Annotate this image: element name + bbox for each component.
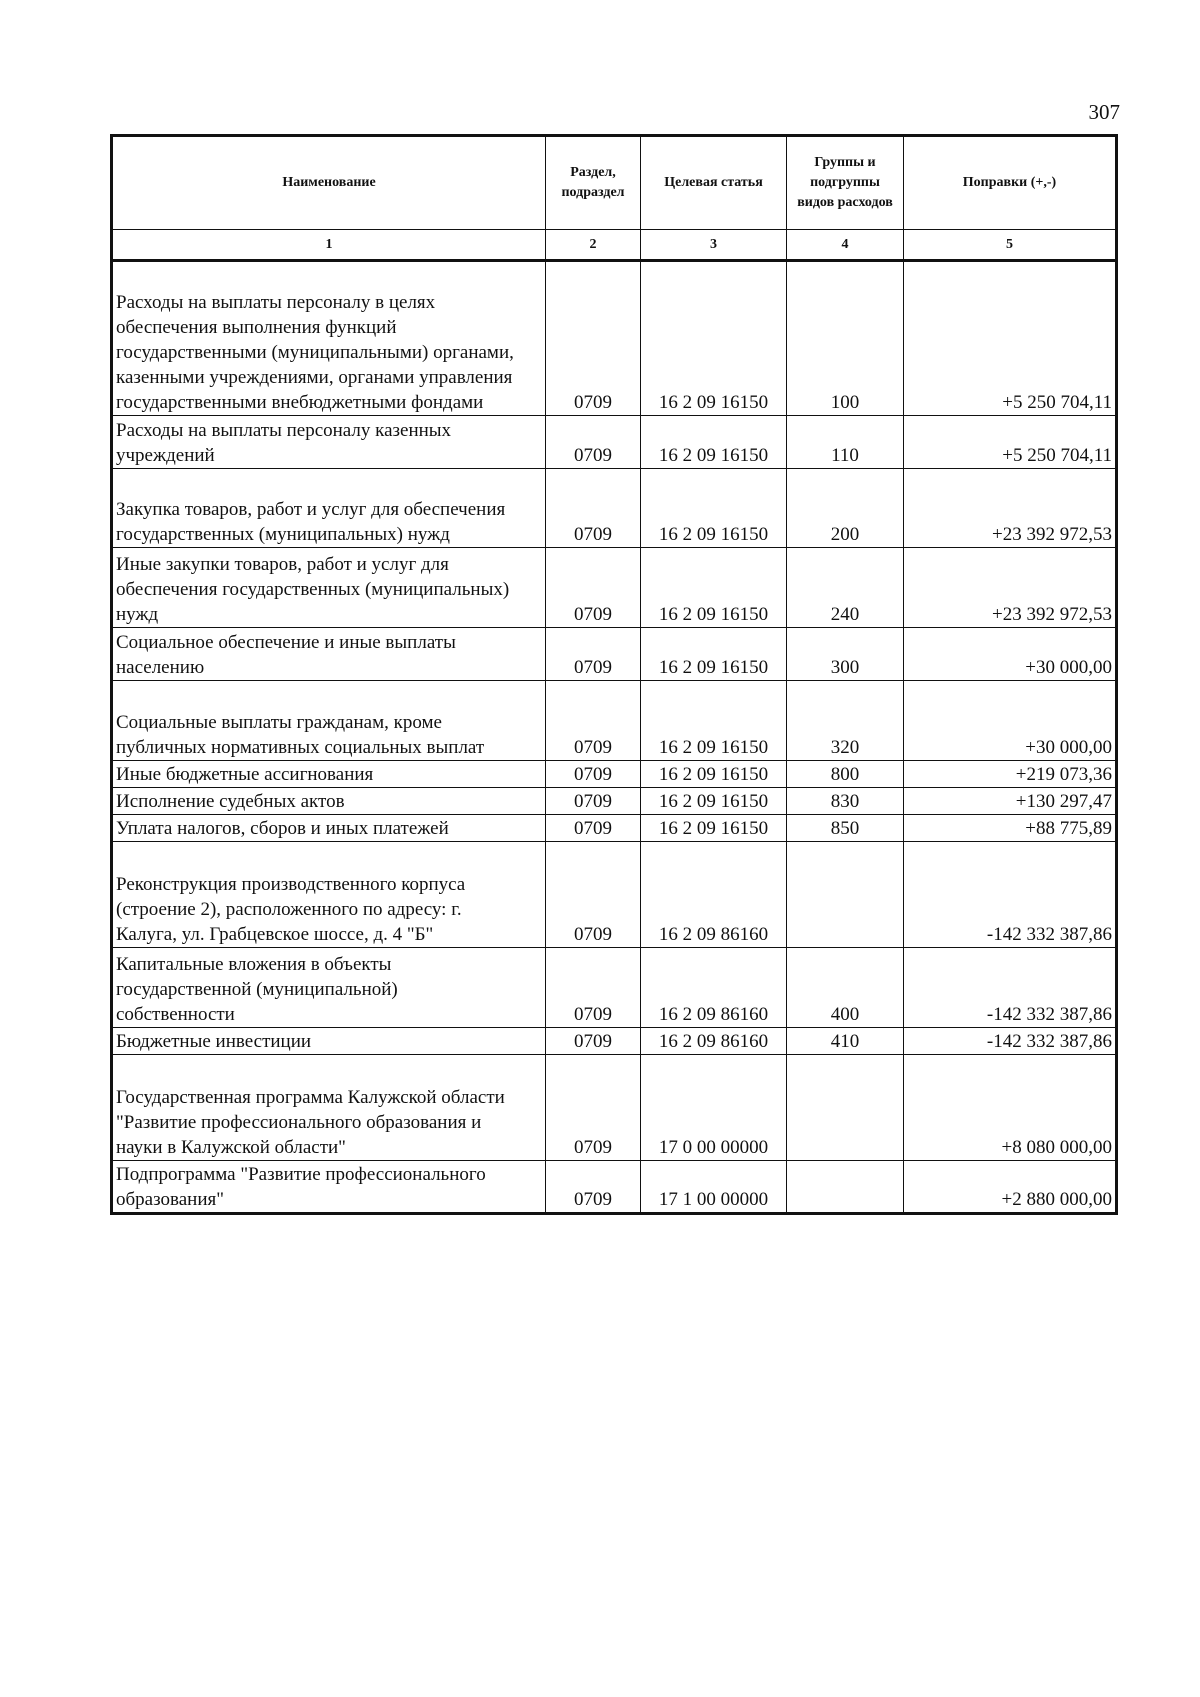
- row-name-text: Реконструкция производственного корпуса (строение 2), расположенного по адресу: г. Калуга, ул. Грабцевское шоссе, д. 4 "Б": [116, 874, 466, 945]
- budget-amendments-table: [110, 134, 1118, 1215]
- row-razdel: 0709: [546, 948, 641, 1028]
- row-name: [112, 628, 546, 681]
- row-celevaya: 16 2 09 16150: [641, 261, 787, 416]
- row-amount: +2 880 000,00: [904, 1161, 1117, 1214]
- row-name-text: Иные бюджетные ассигнования: [116, 764, 374, 785]
- header-row: [112, 136, 1117, 230]
- row-name-text: Исполнение судебных актов: [116, 791, 345, 812]
- header-celevaya: Целевая статья: [641, 136, 787, 230]
- row-razdel: 0709: [546, 1055, 641, 1161]
- table-row: [112, 416, 1117, 469]
- row-name-text: Бюджетные инвестиции: [116, 1031, 312, 1052]
- row-name: [112, 948, 546, 1028]
- row-razdel: 0709: [546, 628, 641, 681]
- column-number: 3: [641, 230, 787, 261]
- table-row: [112, 681, 1117, 761]
- row-vid: 410: [787, 1028, 904, 1055]
- header-razdel: Раздел, подраздел: [546, 136, 641, 230]
- row-razdel: 0709: [546, 842, 641, 948]
- row-amount: +30 000,00: [904, 681, 1117, 761]
- row-celevaya: 16 2 09 86160: [641, 948, 787, 1028]
- row-name-text: Государственная программа Калужской области "Развитие профессионального образования и науки в Калужской области": [116, 1087, 505, 1158]
- table-row: [112, 1028, 1117, 1055]
- header-amount: Поправки (+,-): [904, 136, 1117, 230]
- table-row: [112, 842, 1117, 948]
- row-amount: +8 080 000,00: [904, 1055, 1117, 1161]
- row-name-text: Расходы на выплаты персоналу в целях обеспечения выполнения функций государственными (муниципальными) органами, казенными учреждениями, органами управления государственными внебюджетными фондами: [116, 292, 514, 413]
- row-celevaya: 16 2 09 16150: [641, 628, 787, 681]
- header-vid: Группы и подгруппы видов расходов: [787, 136, 904, 230]
- row-name-text: Капитальные вложения в объекты государственной (муниципальной) собственности: [116, 954, 398, 1025]
- row-amount: -142 332 387,86: [904, 1028, 1117, 1055]
- row-name: [112, 815, 546, 842]
- column-number: 2: [546, 230, 641, 261]
- row-celevaya: 16 2 09 86160: [641, 842, 787, 948]
- row-razdel: 0709: [546, 681, 641, 761]
- column-number-row: [112, 230, 1117, 261]
- row-razdel: 0709: [546, 761, 641, 788]
- row-name-text: Закупка товаров, работ и услуг для обеспечения государственных (муниципальных) нужд: [116, 499, 506, 545]
- column-number: 4: [787, 230, 904, 261]
- row-razdel: 0709: [546, 1161, 641, 1214]
- table-row: [112, 761, 1117, 788]
- row-vid: 200: [787, 469, 904, 548]
- row-amount: +30 000,00: [904, 628, 1117, 681]
- row-vid: 110: [787, 416, 904, 469]
- row-amount: +219 073,36: [904, 761, 1117, 788]
- row-vid: 240: [787, 548, 904, 628]
- row-amount: +88 775,89: [904, 815, 1117, 842]
- row-razdel: 0709: [546, 548, 641, 628]
- row-celevaya: 16 2 09 16150: [641, 788, 787, 815]
- row-celevaya: 16 2 09 86160: [641, 1028, 787, 1055]
- table-row: [112, 815, 1117, 842]
- column-number: 5: [904, 230, 1117, 261]
- row-name: [112, 1028, 546, 1055]
- row-name: [112, 761, 546, 788]
- table-row: [112, 548, 1117, 628]
- row-name: [112, 788, 546, 815]
- header-name: Наименование: [112, 136, 546, 230]
- row-razdel: 0709: [546, 416, 641, 469]
- row-vid: 300: [787, 628, 904, 681]
- table-header: [112, 136, 1117, 261]
- row-celevaya: 16 2 09 16150: [641, 469, 787, 548]
- row-name: [112, 261, 546, 416]
- row-name-text: Иные закупки товаров, работ и услуг для обеспечения государственных (муниципальных) нужд: [116, 554, 510, 625]
- row-amount: +5 250 704,11: [904, 416, 1117, 469]
- table-row: [112, 261, 1117, 416]
- row-name: [112, 469, 546, 548]
- row-razdel: 0709: [546, 261, 641, 416]
- row-vid: [787, 1161, 904, 1214]
- row-vid: 800: [787, 761, 904, 788]
- row-amount: +130 297,47: [904, 788, 1117, 815]
- row-amount: +23 392 972,53: [904, 469, 1117, 548]
- row-vid: [787, 1055, 904, 1161]
- row-name-text: Подпрограмма "Развитие профессионального образования": [116, 1164, 486, 1210]
- table-body: [112, 261, 1117, 1214]
- table-row: [112, 1161, 1117, 1214]
- row-amount: -142 332 387,86: [904, 842, 1117, 948]
- row-vid: 830: [787, 788, 904, 815]
- row-celevaya: 16 2 09 16150: [641, 761, 787, 788]
- table-row: [112, 788, 1117, 815]
- column-number: 1: [112, 230, 546, 261]
- row-name-text: Уплата налогов, сборов и иных платежей: [116, 818, 449, 839]
- row-amount: -142 332 387,86: [904, 948, 1117, 1028]
- row-name-text: Социальное обеспечение и иные выплаты населению: [116, 632, 456, 678]
- row-name-text: Социальные выплаты гражданам, кроме публичных нормативных социальных выплат: [116, 712, 485, 758]
- row-razdel: 0709: [546, 469, 641, 548]
- row-name: [112, 548, 546, 628]
- row-celevaya: 16 2 09 16150: [641, 815, 787, 842]
- row-celevaya: 16 2 09 16150: [641, 548, 787, 628]
- row-razdel: 0709: [546, 788, 641, 815]
- table-row: [112, 469, 1117, 548]
- row-vid: 320: [787, 681, 904, 761]
- row-name: [112, 842, 546, 948]
- row-name: [112, 1161, 546, 1214]
- table-row: [112, 948, 1117, 1028]
- table-row: [112, 1055, 1117, 1161]
- row-vid: 400: [787, 948, 904, 1028]
- row-name: [112, 1055, 546, 1161]
- row-name-text: Расходы на выплаты персоналу казенных учреждений: [116, 420, 452, 466]
- page-number: 307: [1088, 100, 1120, 124]
- table-row: [112, 628, 1117, 681]
- row-celevaya: 16 2 09 16150: [641, 681, 787, 761]
- row-celevaya: 17 0 00 00000: [641, 1055, 787, 1161]
- row-amount: +23 392 972,53: [904, 548, 1117, 628]
- row-vid: [787, 842, 904, 948]
- row-celevaya: 17 1 00 00000: [641, 1161, 787, 1214]
- row-celevaya: 16 2 09 16150: [641, 416, 787, 469]
- row-name: [112, 681, 546, 761]
- row-name: [112, 416, 546, 469]
- row-razdel: 0709: [546, 815, 641, 842]
- row-razdel: 0709: [546, 1028, 641, 1055]
- row-amount: +5 250 704,11: [904, 261, 1117, 416]
- row-vid: 100: [787, 261, 904, 416]
- row-vid: 850: [787, 815, 904, 842]
